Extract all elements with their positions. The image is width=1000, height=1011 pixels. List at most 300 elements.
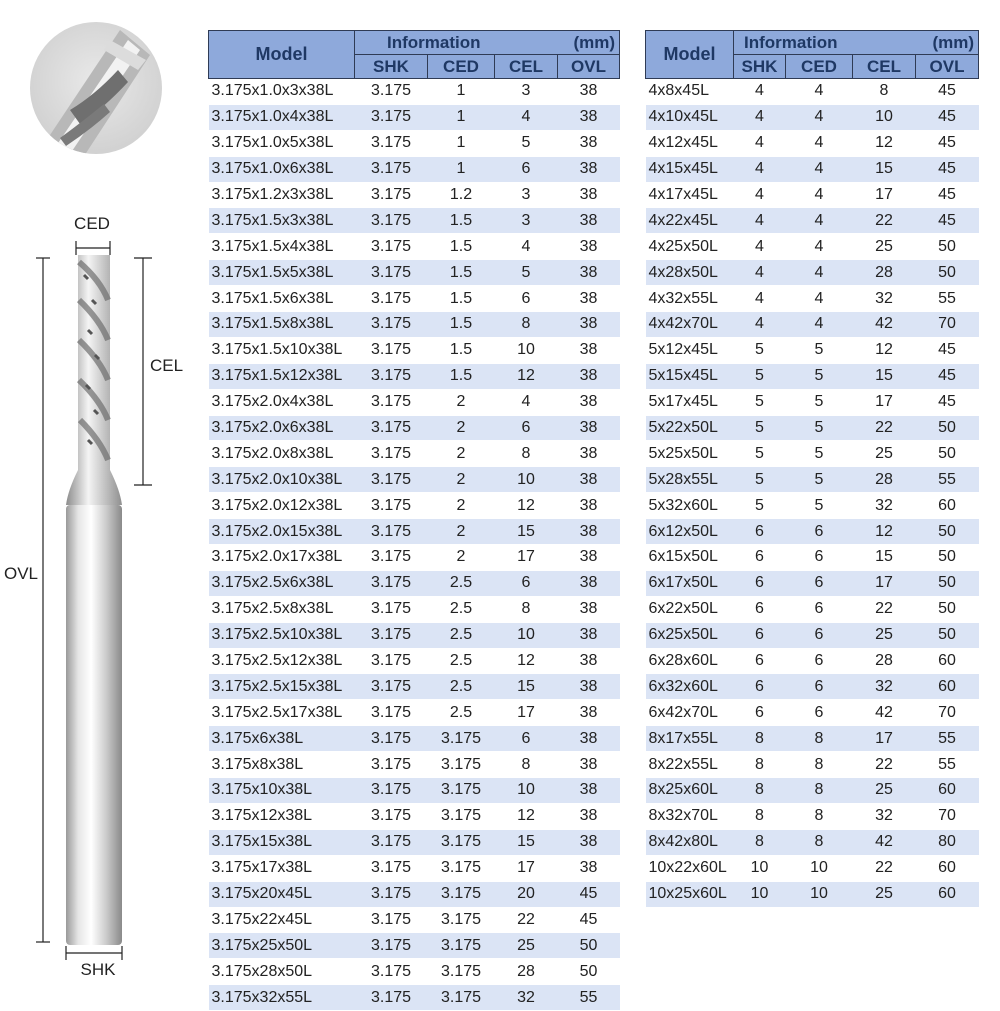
ced-cell: 2 xyxy=(428,467,495,493)
model-cell: 4x10x45L xyxy=(646,104,734,130)
table-row xyxy=(209,493,620,519)
shk-cell: 3.175 xyxy=(355,389,428,415)
cel-cell: 17 xyxy=(495,545,558,571)
shk-cell: 3.175 xyxy=(355,881,428,907)
ced-cell: 1.2 xyxy=(428,182,495,208)
ced-cell: 3.175 xyxy=(428,752,495,778)
ced-cell: 3.175 xyxy=(428,907,495,933)
ovl-cell: 38 xyxy=(558,648,620,674)
ced-cell: 2 xyxy=(428,415,495,441)
cel-cell: 17 xyxy=(853,726,916,752)
ced-cell: 4 xyxy=(786,104,853,130)
shk-cell: 3.175 xyxy=(355,855,428,881)
cel-cell: 6 xyxy=(495,156,558,182)
shk-cell: 3.175 xyxy=(355,234,428,260)
ovl-cell: 38 xyxy=(558,803,620,829)
shk-cell: 4 xyxy=(734,104,786,130)
model-cell: 3.175x1.5x4x38L xyxy=(209,234,355,260)
ced-cell: 1.5 xyxy=(428,234,495,260)
table-row xyxy=(646,545,979,571)
table-row xyxy=(209,182,620,208)
cel-cell: 28 xyxy=(495,959,558,985)
model-cell: 3.175x22x45L xyxy=(209,907,355,933)
ovl-cell: 60 xyxy=(916,855,979,881)
table-row xyxy=(646,648,979,674)
model-cell: 3.175x2.5x17x38L xyxy=(209,700,355,726)
shk-cell: 4 xyxy=(734,130,786,156)
cel-cell: 17 xyxy=(853,182,916,208)
ced-cell: 3.175 xyxy=(428,933,495,959)
model-header: Model xyxy=(209,31,355,79)
ced-cell: 2 xyxy=(428,389,495,415)
table-row xyxy=(209,130,620,156)
model-cell: 3.175x2.5x6x38L xyxy=(209,570,355,596)
ovl-cell: 60 xyxy=(916,881,979,907)
ced-cell: 3.175 xyxy=(428,803,495,829)
model-cell: 8x32x70L xyxy=(646,803,734,829)
model-cell: 5x22x50L xyxy=(646,415,734,441)
ced-cell: 1 xyxy=(428,104,495,130)
ced-cell: 1 xyxy=(428,156,495,182)
ovl-cell: 70 xyxy=(916,700,979,726)
table-row xyxy=(209,312,620,338)
shk-cell: 6 xyxy=(734,570,786,596)
shk-cell: 3.175 xyxy=(355,130,428,156)
model-cell: 4x12x45L xyxy=(646,130,734,156)
cel-cell: 17 xyxy=(853,389,916,415)
table-row xyxy=(646,803,979,829)
ovl-cell: 38 xyxy=(558,855,620,881)
model-header: Model xyxy=(646,31,734,79)
cel-label: CEL xyxy=(150,356,184,375)
shk-cell: 3.175 xyxy=(355,208,428,234)
ced-cell: 8 xyxy=(786,778,853,804)
shk-cell: 3.175 xyxy=(355,726,428,752)
model-cell: 5x15x45L xyxy=(646,363,734,389)
model-cell: 3.175x2.0x10x38L xyxy=(209,467,355,493)
model-cell: 4x25x50L xyxy=(646,234,734,260)
ced-cell: 5 xyxy=(786,389,853,415)
ced-cell: 3.175 xyxy=(428,778,495,804)
cel-cell: 12 xyxy=(495,363,558,389)
model-cell: 6x12x50L xyxy=(646,519,734,545)
ced-cell: 8 xyxy=(786,829,853,855)
model-cell: 5x17x45L xyxy=(646,389,734,415)
ovl-cell: 55 xyxy=(916,467,979,493)
cel-cell: 32 xyxy=(853,803,916,829)
shk-cell: 8 xyxy=(734,829,786,855)
table-row xyxy=(209,519,620,545)
ced-header: CED xyxy=(786,55,853,79)
cel-cell: 17 xyxy=(495,700,558,726)
ovl-cell: 38 xyxy=(558,493,620,519)
ced-cell: 1.5 xyxy=(428,312,495,338)
table-row xyxy=(209,337,620,363)
model-cell: 3.175x2.0x8x38L xyxy=(209,441,355,467)
ovl-cell: 45 xyxy=(916,130,979,156)
ovl-cell: 38 xyxy=(558,570,620,596)
model-cell: 3.175x2.0x17x38L xyxy=(209,545,355,571)
cel-cell: 5 xyxy=(495,260,558,286)
model-cell: 3.175x2.5x12x38L xyxy=(209,648,355,674)
ced-cell: 4 xyxy=(786,130,853,156)
ovl-header: OVL xyxy=(916,55,979,79)
model-cell: 3.175x2.0x4x38L xyxy=(209,389,355,415)
cel-cell: 17 xyxy=(495,855,558,881)
ovl-cell: 50 xyxy=(916,622,979,648)
table-row xyxy=(209,648,620,674)
model-cell: 8x25x60L xyxy=(646,778,734,804)
table-row xyxy=(646,596,979,622)
ced-cell: 8 xyxy=(786,752,853,778)
table-row xyxy=(209,622,620,648)
table-row xyxy=(646,130,979,156)
shk-cell: 3.175 xyxy=(355,182,428,208)
table-row xyxy=(646,79,979,105)
ced-cell: 4 xyxy=(786,182,853,208)
model-cell: 3.175x1.5x10x38L xyxy=(209,337,355,363)
cel-cell: 17 xyxy=(853,570,916,596)
cel-cell: 22 xyxy=(853,208,916,234)
ovl-cell: 45 xyxy=(916,208,979,234)
table-row xyxy=(646,441,979,467)
cel-cell: 3 xyxy=(495,208,558,234)
model-cell: 5x25x50L xyxy=(646,441,734,467)
shk-cell: 5 xyxy=(734,415,786,441)
shk-cell: 3.175 xyxy=(355,337,428,363)
cel-cell: 6 xyxy=(495,415,558,441)
table-row xyxy=(209,286,620,312)
model-cell: 6x17x50L xyxy=(646,570,734,596)
ovl-cell: 38 xyxy=(558,79,620,105)
model-cell: 3.175x1.0x4x38L xyxy=(209,104,355,130)
ced-cell: 6 xyxy=(786,648,853,674)
model-cell: 6x15x50L xyxy=(646,545,734,571)
ovl-cell: 45 xyxy=(916,79,979,105)
cel-cell: 15 xyxy=(495,829,558,855)
shk-cell: 3.175 xyxy=(355,933,428,959)
ced-cell: 3.175 xyxy=(428,959,495,985)
ovl-cell: 38 xyxy=(558,467,620,493)
model-cell: 4x8x45L xyxy=(646,79,734,105)
ovl-cell: 38 xyxy=(558,726,620,752)
ced-cell: 1.5 xyxy=(428,337,495,363)
shk-cell: 3.175 xyxy=(355,907,428,933)
shk-cell: 5 xyxy=(734,389,786,415)
model-cell: 10x25x60L xyxy=(646,881,734,907)
model-cell: 3.175x1.5x5x38L xyxy=(209,260,355,286)
ced-cell: 6 xyxy=(786,622,853,648)
ovl-cell: 38 xyxy=(558,778,620,804)
cel-cell: 42 xyxy=(853,312,916,338)
shk-cell: 6 xyxy=(734,674,786,700)
end-mill-illustration xyxy=(66,255,122,945)
shk-cell: 3.175 xyxy=(355,829,428,855)
unit-label: (mm) xyxy=(932,33,974,52)
ced-header: CED xyxy=(428,55,495,79)
table-row xyxy=(646,104,979,130)
table-row xyxy=(209,881,620,907)
ovl-cell: 38 xyxy=(558,337,620,363)
table-row xyxy=(646,389,979,415)
table-row xyxy=(646,286,979,312)
table-row xyxy=(209,570,620,596)
table-row xyxy=(209,907,620,933)
shk-cell: 5 xyxy=(734,363,786,389)
ovl-cell: 38 xyxy=(558,104,620,130)
shk-cell: 3.175 xyxy=(355,156,428,182)
table-row xyxy=(209,104,620,130)
table-row xyxy=(209,829,620,855)
table-row xyxy=(209,156,620,182)
shk-cell: 5 xyxy=(734,441,786,467)
cel-cell: 32 xyxy=(853,674,916,700)
ovl-cell: 38 xyxy=(558,312,620,338)
cel-cell: 32 xyxy=(495,985,558,1011)
model-cell: 4x32x55L xyxy=(646,286,734,312)
cel-cell: 6 xyxy=(495,726,558,752)
ced-cell: 4 xyxy=(786,79,853,105)
table-row xyxy=(209,441,620,467)
model-cell: 6x25x50L xyxy=(646,622,734,648)
shk-cell: 3.175 xyxy=(355,441,428,467)
table-row xyxy=(646,467,979,493)
cel-cell: 15 xyxy=(853,156,916,182)
model-cell: 3.175x2.5x15x38L xyxy=(209,674,355,700)
shk-cell: 4 xyxy=(734,312,786,338)
tip-closeup-photo xyxy=(30,22,162,170)
ced-cell: 5 xyxy=(786,493,853,519)
ced-cell: 6 xyxy=(786,700,853,726)
ced-cell: 1.5 xyxy=(428,363,495,389)
model-cell: 3.175x10x38L xyxy=(209,778,355,804)
cel-cell: 22 xyxy=(853,596,916,622)
ovl-cell: 50 xyxy=(916,570,979,596)
ced-cell: 3.175 xyxy=(428,985,495,1011)
model-cell: 3.175x1.2x3x38L xyxy=(209,182,355,208)
table-row xyxy=(209,208,620,234)
table-row xyxy=(646,337,979,363)
ovl-cell: 38 xyxy=(558,130,620,156)
end-mill-diagram xyxy=(0,0,200,1000)
model-cell: 6x32x60L xyxy=(646,674,734,700)
table-row xyxy=(209,985,620,1011)
model-cell: 5x32x60L xyxy=(646,493,734,519)
table-row xyxy=(209,778,620,804)
ced-cell: 4 xyxy=(786,156,853,182)
cel-cell: 12 xyxy=(495,493,558,519)
cel-cell: 25 xyxy=(853,778,916,804)
ced-cell: 4 xyxy=(786,260,853,286)
shk-cell: 10 xyxy=(734,881,786,907)
table-row xyxy=(646,752,979,778)
ovl-cell: 45 xyxy=(916,363,979,389)
table-row xyxy=(646,778,979,804)
ced-cell: 6 xyxy=(786,596,853,622)
cel-cell: 12 xyxy=(853,130,916,156)
shk-cell: 3.175 xyxy=(355,467,428,493)
ced-cell: 2 xyxy=(428,441,495,467)
table-row xyxy=(646,519,979,545)
table-row xyxy=(209,79,620,105)
table-row xyxy=(646,415,979,441)
cel-cell: 25 xyxy=(853,622,916,648)
shk-label: SHK xyxy=(80,960,116,979)
ced-cell: 2.5 xyxy=(428,700,495,726)
model-cell: 3.175x2.0x12x38L xyxy=(209,493,355,519)
model-cell: 3.175x1.5x6x38L xyxy=(209,286,355,312)
ced-cell: 1.5 xyxy=(428,208,495,234)
shk-header: SHK xyxy=(355,55,428,79)
model-cell: 4x15x45L xyxy=(646,156,734,182)
ced-cell: 3.175 xyxy=(428,855,495,881)
table-row xyxy=(646,234,979,260)
ovl-cell: 60 xyxy=(916,648,979,674)
ovl-cell: 50 xyxy=(558,933,620,959)
cel-cell: 6 xyxy=(495,570,558,596)
table-row xyxy=(646,570,979,596)
table-row xyxy=(646,260,979,286)
model-cell: 3.175x2.5x8x38L xyxy=(209,596,355,622)
ced-cell: 2.5 xyxy=(428,648,495,674)
model-cell: 3.175x8x38L xyxy=(209,752,355,778)
ovl-cell: 50 xyxy=(916,260,979,286)
cel-cell: 3 xyxy=(495,79,558,105)
cel-cell: 25 xyxy=(853,881,916,907)
cel-cell: 32 xyxy=(853,286,916,312)
table-row xyxy=(646,182,979,208)
ced-cell: 1.5 xyxy=(428,260,495,286)
table-row xyxy=(209,596,620,622)
cel-cell: 10 xyxy=(495,467,558,493)
table-row xyxy=(209,700,620,726)
table-row xyxy=(646,493,979,519)
cel-cell: 15 xyxy=(853,363,916,389)
model-cell: 3.175x2.5x10x38L xyxy=(209,622,355,648)
model-cell: 3.175x20x45L xyxy=(209,881,355,907)
model-cell: 3.175x17x38L xyxy=(209,855,355,881)
shk-cell: 3.175 xyxy=(355,570,428,596)
cel-cell: 28 xyxy=(853,648,916,674)
cel-header: CEL xyxy=(853,55,916,79)
unit-label: (mm) xyxy=(573,33,615,52)
model-cell: 3.175x2.0x15x38L xyxy=(209,519,355,545)
model-cell: 4x22x45L xyxy=(646,208,734,234)
model-cell: 3.175x15x38L xyxy=(209,829,355,855)
cel-cell: 28 xyxy=(853,260,916,286)
ovl-cell: 38 xyxy=(558,286,620,312)
ced-cell: 2.5 xyxy=(428,622,495,648)
model-cell: 3.175x1.5x12x38L xyxy=(209,363,355,389)
shk-cell: 8 xyxy=(734,803,786,829)
ovl-header: OVL xyxy=(558,55,620,79)
shk-cell: 4 xyxy=(734,286,786,312)
cel-cell: 5 xyxy=(495,130,558,156)
ovl-cell: 50 xyxy=(916,596,979,622)
cel-cell: 12 xyxy=(495,803,558,829)
cel-cell: 4 xyxy=(495,104,558,130)
shk-cell: 8 xyxy=(734,726,786,752)
ced-cell: 6 xyxy=(786,519,853,545)
model-cell: 4x17x45L xyxy=(646,182,734,208)
model-cell: 3.175x2.0x6x38L xyxy=(209,415,355,441)
model-cell: 5x12x45L xyxy=(646,337,734,363)
model-cell: 8x17x55L xyxy=(646,726,734,752)
model-cell: 4x28x50L xyxy=(646,260,734,286)
ovl-cell: 45 xyxy=(558,881,620,907)
cel-cell: 42 xyxy=(853,700,916,726)
shk-cell: 3.175 xyxy=(355,312,428,338)
cel-cell: 8 xyxy=(495,596,558,622)
ced-cell: 5 xyxy=(786,467,853,493)
table-row xyxy=(209,933,620,959)
cel-cell: 15 xyxy=(495,674,558,700)
ovl-cell: 50 xyxy=(916,415,979,441)
ovl-cell: 50 xyxy=(916,545,979,571)
ced-cell: 2.5 xyxy=(428,570,495,596)
ced-cell: 5 xyxy=(786,415,853,441)
cel-cell: 25 xyxy=(853,441,916,467)
shk-cell: 5 xyxy=(734,337,786,363)
ced-cell: 2 xyxy=(428,545,495,571)
cel-cell: 12 xyxy=(853,519,916,545)
shk-cell: 6 xyxy=(734,596,786,622)
ovl-cell: 38 xyxy=(558,234,620,260)
model-cell: 3.175x25x50L xyxy=(209,933,355,959)
shk-cell: 6 xyxy=(734,622,786,648)
table-row xyxy=(209,415,620,441)
cel-cell: 32 xyxy=(853,493,916,519)
ovl-cell: 60 xyxy=(916,493,979,519)
ced-cell: 5 xyxy=(786,441,853,467)
model-cell: 3.175x32x55L xyxy=(209,985,355,1011)
ovl-cell: 38 xyxy=(558,674,620,700)
shk-cell: 6 xyxy=(734,545,786,571)
model-cell: 4x42x70L xyxy=(646,312,734,338)
cel-cell: 8 xyxy=(495,752,558,778)
shk-cell: 5 xyxy=(734,467,786,493)
ovl-cell: 38 xyxy=(558,545,620,571)
table-row xyxy=(646,363,979,389)
table-row xyxy=(209,545,620,571)
shk-cell: 8 xyxy=(734,778,786,804)
cel-cell: 25 xyxy=(853,234,916,260)
ovl-cell: 45 xyxy=(558,907,620,933)
shk-cell: 3.175 xyxy=(355,493,428,519)
shk-cell: 3.175 xyxy=(355,104,428,130)
ovl-cell: 38 xyxy=(558,622,620,648)
ced-cell: 10 xyxy=(786,881,853,907)
table-row xyxy=(646,700,979,726)
ced-cell: 5 xyxy=(786,363,853,389)
ced-cell: 6 xyxy=(786,674,853,700)
shk-cell: 6 xyxy=(734,519,786,545)
table-row xyxy=(646,881,979,907)
ced-cell: 4 xyxy=(786,234,853,260)
model-cell: 3.175x28x50L xyxy=(209,959,355,985)
table-row xyxy=(646,622,979,648)
ovl-cell: 38 xyxy=(558,156,620,182)
table-row xyxy=(209,389,620,415)
ovl-cell: 45 xyxy=(916,156,979,182)
table-row xyxy=(209,260,620,286)
ovl-cell: 55 xyxy=(916,726,979,752)
ovl-cell: 80 xyxy=(916,829,979,855)
spec-table-right xyxy=(645,30,979,908)
ovl-cell: 60 xyxy=(916,674,979,700)
ovl-cell: 50 xyxy=(916,234,979,260)
model-cell: 3.175x1.5x3x38L xyxy=(209,208,355,234)
